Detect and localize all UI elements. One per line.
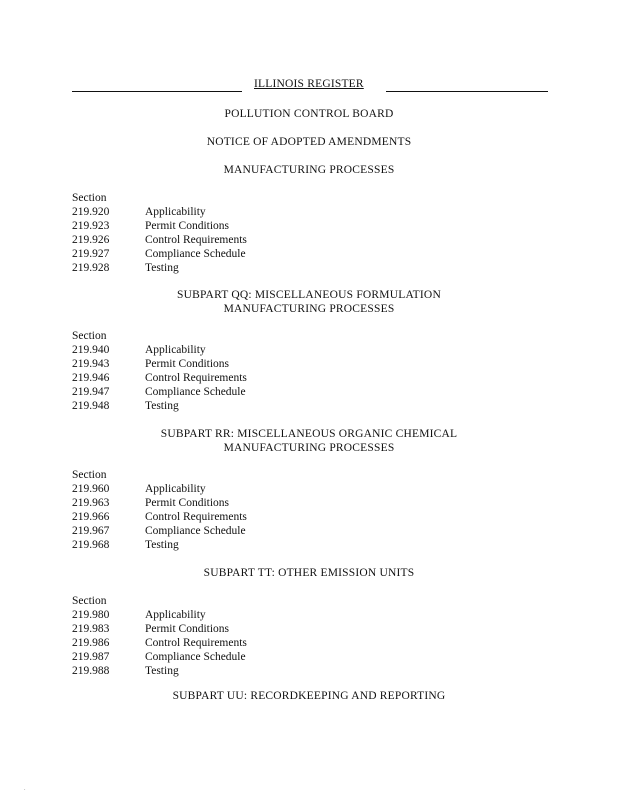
section-label: Section bbox=[72, 469, 107, 481]
section-title: Permit Conditions bbox=[145, 623, 230, 635]
section-number: 219.960 bbox=[72, 483, 110, 495]
section-title: Applicability bbox=[145, 483, 206, 495]
section-number: 219.986 bbox=[72, 637, 110, 649]
header-rule-left bbox=[72, 91, 242, 92]
section-list-3 bbox=[72, 594, 372, 678]
notice-title: NOTICE OF ADOPTED AMENDMENTS bbox=[206, 136, 412, 148]
section-row bbox=[72, 205, 372, 219]
section-row bbox=[72, 482, 372, 496]
section-number: 219.988 bbox=[72, 665, 110, 677]
section-number: 219.920 bbox=[72, 206, 110, 218]
section-row bbox=[72, 496, 372, 510]
section-number: 219.966 bbox=[72, 511, 110, 523]
section-number: 219.923 bbox=[72, 220, 110, 232]
section-row bbox=[72, 357, 372, 371]
register-header bbox=[72, 78, 548, 94]
section-row bbox=[72, 399, 372, 413]
subpart-rr-heading bbox=[0, 427, 618, 455]
subpart-uu-heading: SUBPART UU: RECORDKEEPING AND REPORTING bbox=[172, 690, 446, 702]
section-title: Control Requirements bbox=[145, 637, 247, 649]
section-list-1 bbox=[72, 329, 372, 413]
section-number: 219.968 bbox=[72, 539, 110, 551]
section-row bbox=[72, 636, 372, 650]
section-row bbox=[72, 664, 372, 678]
first-heading: MANUFACTURING PROCESSES bbox=[223, 164, 395, 176]
section-number: 219.987 bbox=[72, 651, 110, 663]
subpart-rr-line1: SUBPART RR: MISCELLANEOUS ORGANIC CHEMICAL bbox=[160, 428, 458, 440]
subpart-qq-heading bbox=[0, 288, 618, 316]
section-number: 219.940 bbox=[72, 344, 110, 356]
scan-speck: . bbox=[24, 786, 26, 792]
section-row bbox=[72, 233, 372, 247]
section-title: Control Requirements bbox=[145, 511, 247, 523]
section-row bbox=[72, 608, 372, 622]
section-title: Applicability bbox=[145, 344, 206, 356]
section-title: Testing bbox=[145, 262, 179, 274]
section-title: Compliance Schedule bbox=[145, 651, 246, 663]
section-label: Section bbox=[72, 330, 107, 342]
subpart-qq-line1: SUBPART QQ: MISCELLANEOUS FORMULATION bbox=[177, 289, 441, 301]
section-label: Section bbox=[72, 595, 107, 607]
section-title: Permit Conditions bbox=[145, 358, 230, 370]
section-title: Control Requirements bbox=[145, 372, 247, 384]
section-number: 219.928 bbox=[72, 262, 110, 274]
section-row bbox=[72, 343, 372, 357]
board-name: POLLUTION CONTROL BOARD bbox=[224, 108, 394, 120]
subpart-tt-heading: SUBPART TT: OTHER EMISSION UNITS bbox=[203, 567, 415, 579]
section-number: 219.926 bbox=[72, 234, 110, 246]
section-row bbox=[72, 622, 372, 636]
section-row bbox=[72, 371, 372, 385]
subpart-qq-line2: MANUFACTURING PROCESSES bbox=[223, 303, 395, 315]
section-number: 219.948 bbox=[72, 400, 110, 412]
section-row bbox=[72, 385, 372, 399]
section-title: Compliance Schedule bbox=[145, 248, 246, 260]
section-row bbox=[72, 650, 372, 664]
section-row bbox=[72, 247, 372, 261]
section-number: 219.963 bbox=[72, 497, 110, 509]
section-number: 219.943 bbox=[72, 358, 110, 370]
section-label: Section bbox=[72, 192, 107, 204]
section-title: Control Requirements bbox=[145, 234, 247, 246]
section-title: Compliance Schedule bbox=[145, 525, 246, 537]
section-number: 219.927 bbox=[72, 248, 110, 260]
section-title: Testing bbox=[145, 539, 179, 551]
section-title: Testing bbox=[145, 665, 179, 677]
section-title: Permit Conditions bbox=[145, 220, 230, 232]
section-number: 219.946 bbox=[72, 372, 110, 384]
section-number: 219.980 bbox=[72, 609, 110, 621]
section-row bbox=[72, 219, 372, 233]
section-row bbox=[72, 538, 372, 552]
section-title: Applicability bbox=[145, 609, 206, 621]
section-list-2 bbox=[72, 468, 372, 552]
subpart-rr-line2: MANUFACTURING PROCESSES bbox=[223, 442, 395, 454]
section-title: Applicability bbox=[145, 206, 206, 218]
section-number: 219.967 bbox=[72, 525, 110, 537]
section-title: Compliance Schedule bbox=[145, 386, 246, 398]
section-title: Testing bbox=[145, 400, 179, 412]
section-number: 219.983 bbox=[72, 623, 110, 635]
register-title: ILLINOIS REGISTER bbox=[254, 78, 364, 90]
section-title: Permit Conditions bbox=[145, 497, 230, 509]
section-row bbox=[72, 261, 372, 275]
section-row bbox=[72, 524, 372, 538]
section-row bbox=[72, 510, 372, 524]
section-list-0 bbox=[72, 191, 372, 275]
section-number: 219.947 bbox=[72, 386, 110, 398]
header-rule-right bbox=[386, 91, 548, 92]
